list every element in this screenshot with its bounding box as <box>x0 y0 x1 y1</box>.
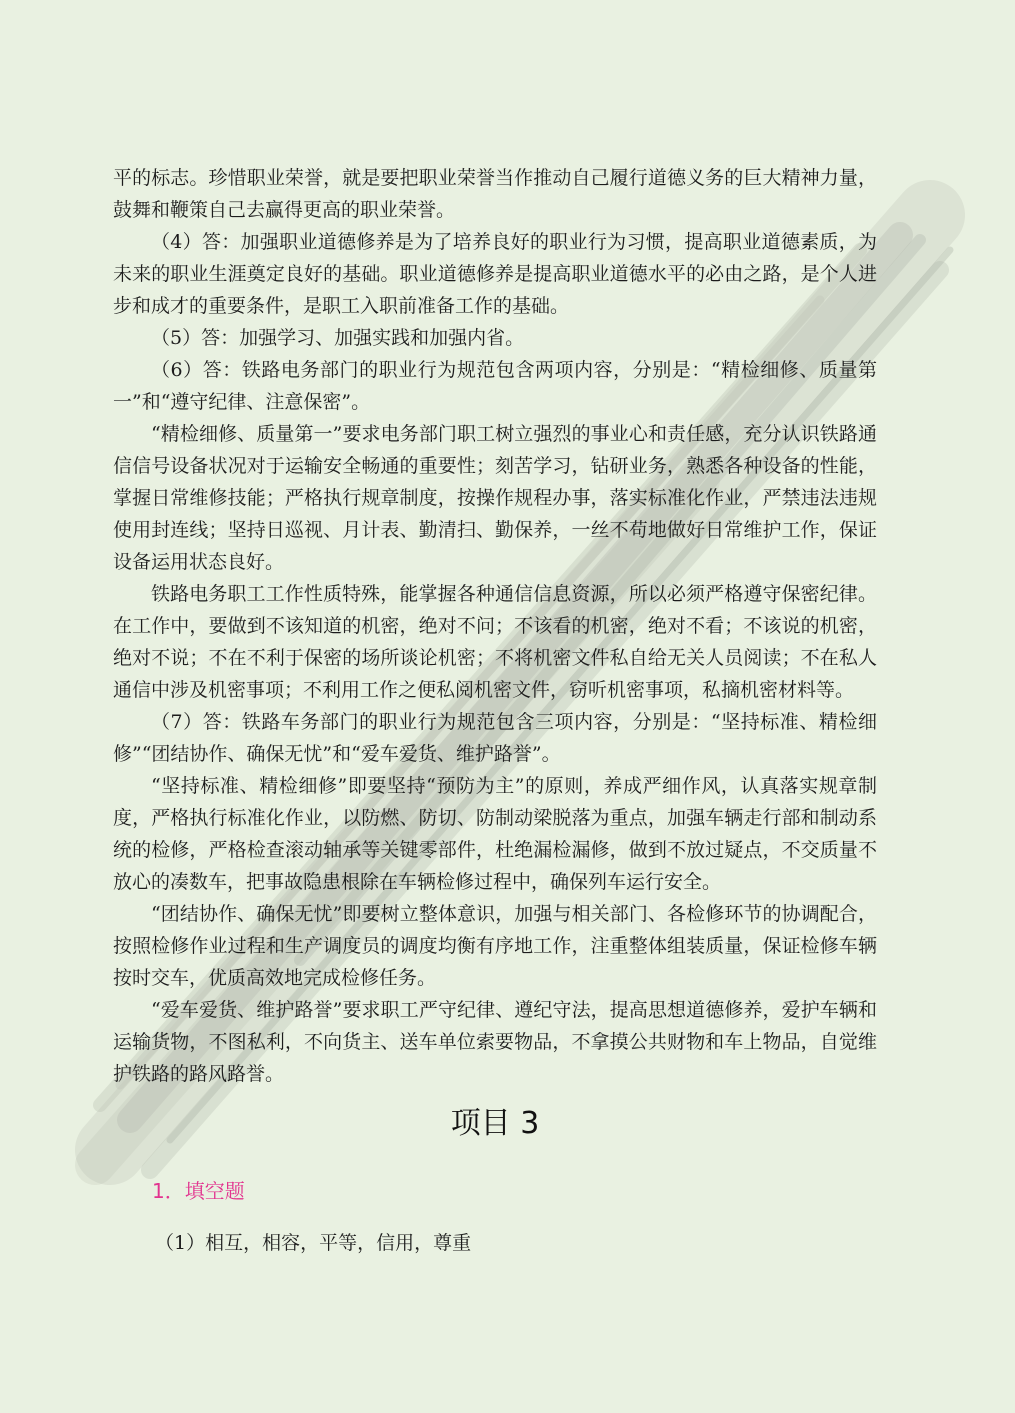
section-title: 1．填空题 <box>152 1179 245 1203</box>
fill-blank-answer-1: （1）相互，相容，平等，信用，尊重 <box>155 1232 472 1254</box>
answer-6-detail-paragraph: “精检细修、质量第一”要求电务部门职工树立强烈的事业心和责任感，充分认识铁路通信信号设备状况对于运输安全畅通的重要性；刻苦学习，钻研业务，熟悉各种设备的性能，掌握日常维修技能；严格执行规章制度，按操作规程办事，落实标准化作业，严禁违法违规使用封连线；坚持日巡视、月计表、勤清扫、勤保养，一丝不苟地做好日常维护工作，保证设备运用状态良好。 <box>113 423 877 573</box>
document-body <box>113 162 877 1090</box>
project-heading: 项目 3 <box>450 1106 540 1141</box>
answer-7-detail-2-paragraph: “团结协作、确保无忧”即要树立整体意识，加强与相关部门、各检修环节的协调配合，按照检修作业过程和生产调度员的调度均衡有序地工作，注重整体组装质量，保证检修车辆按时交车，优质高效地完成检修任务。 <box>113 903 877 989</box>
answer-7-paragraph: （7）答：铁路车务部门的职业行为规范包含三项内容，分别是：“坚持标准、精检细修”“团结协作、确保无忧”和“爱车爱货、维护路誉”。 <box>113 711 877 765</box>
paragraph-continuation: 平的标志。珍惜职业荣誉，就是要把职业荣誉当作推动自己履行道德义务的巨大精神力量，鼓舞和鞭策自己去赢得更高的职业荣誉。 <box>113 167 877 221</box>
answer-7-detail-1-paragraph: “坚持标准、精检细修”即要坚持“预防为主”的原则，养成严细作风，认真落实规章制度，严格执行标准化作业，以防燃、防切、防制动梁脱落为重点，加强车辆走行部和制动系统的检修，严格检查滚动轴承等关键零部件，杜绝漏检漏修，做到不放过疑点，不交质量不放心的凑数车，把事故隐患根除在车辆检修过程中，确保列车运行安全。 <box>113 775 877 893</box>
answer-7-detail-3-paragraph: “爱车爱货、维护路誉”要求职工严守纪律、遵纪守法，提高思想道德修养，爱护车辆和运输货物，不图私利，不向货主、送车单位索要物品，不拿摸公共财物和车上物品，自觉维护铁路的路风路誉。 <box>113 999 877 1085</box>
answer-6-secrecy-paragraph: 铁路电务职工工作性质特殊，能掌握各种通信信息资源，所以必须严格遵守保密纪律。在工作中，要做到不该知道的机密，绝对不问；不该看的机密，绝对不看；不该说的机密，绝对不说；不在不利于保密的场所谈论机密；不将机密文件私自给无关人员阅读；不在私人通信中涉及机密事项；不利用工作之便私阅机密文件，窃听机密事项，私摘机密材料等。 <box>113 583 877 701</box>
answer-4-paragraph: （4）答：加强职业道德修养是为了培养良好的职业行为习惯，提高职业道德素质，为未来的职业生涯奠定良好的基础。职业道德修养是提高职业道德水平的必由之路，是个人进步和成才的重要条件，是职工入职前准备工作的基础。 <box>113 231 877 317</box>
answer-5-paragraph: （5）答：加强学习、加强实践和加强内省。 <box>151 327 525 349</box>
answer-6-paragraph: （6）答：铁路电务部门的职业行为规范包含两项内容，分别是：“精检细修、质量第一”和“遵守纪律、注意保密”。 <box>113 359 877 413</box>
